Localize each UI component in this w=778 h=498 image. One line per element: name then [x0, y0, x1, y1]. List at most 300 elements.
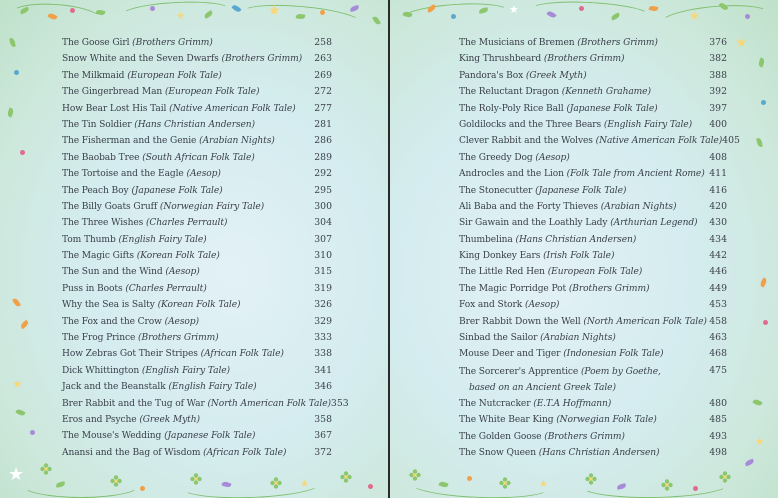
contents-entry [62, 249, 332, 265]
contents-list-right [459, 36, 740, 462]
page-number: 304 [314, 217, 332, 229]
page-number: 416 [709, 184, 727, 196]
contents-entry [62, 52, 332, 68]
entry-title [62, 200, 264, 214]
page-number: 258 [314, 37, 332, 48]
story-title: The Gingerbread Man [62, 87, 165, 98]
contents-entry [459, 200, 727, 216]
contents-entry [459, 265, 727, 281]
contents-entry [459, 347, 727, 363]
entry-title [62, 298, 240, 312]
vine-icon [20, 470, 142, 498]
vine-icon [409, 470, 552, 498]
contents-entry [62, 298, 332, 314]
story-title: The Golden Goose [459, 431, 545, 442]
story-source: (Korean Folk Tale) [136, 251, 220, 262]
story-title: The Fox and the Crow [62, 316, 165, 327]
story-source: (Aesop) [186, 169, 221, 180]
page-number: 458 [709, 315, 727, 327]
story-source: (English Fairy Tale) [141, 365, 231, 376]
page-number: 434 [709, 233, 727, 245]
story-title: Brer Rabbit and the Tug of War [62, 398, 208, 409]
entry-title [459, 184, 626, 198]
vine-icon [658, 1, 772, 37]
contents-entry [62, 36, 332, 52]
entry-title [459, 233, 636, 247]
entry-title [459, 118, 692, 132]
story-source: (Charles Perrault) [145, 218, 228, 229]
contents-entry [459, 413, 727, 429]
leaf-icon [758, 57, 766, 67]
entry-title [459, 397, 611, 411]
page-number: 442 [709, 250, 727, 262]
entry-title [62, 397, 331, 411]
entry-title [62, 134, 275, 148]
story-title: The Goose Girl [62, 38, 133, 48]
story-source: (Aesop) [164, 316, 199, 327]
page-number: 300 [314, 200, 332, 212]
contents-entry [62, 233, 332, 249]
page-number: 449 [709, 282, 727, 294]
berry-icon [320, 10, 325, 15]
entry-title [62, 85, 259, 99]
page-number: 338 [314, 348, 332, 360]
story-title: How Bear Lost His Tail [62, 103, 170, 114]
story-source: (African Folk Tale) [203, 447, 287, 458]
contents-entry [459, 167, 727, 183]
star-icon: ★ [300, 479, 309, 490]
story-title: Clever Rabbit and the Wolves [459, 136, 596, 147]
entry-title [62, 265, 200, 279]
flower-icon [40, 460, 52, 472]
story-source: (Hans Christian Andersen) [538, 447, 660, 458]
entry-title [459, 167, 705, 181]
page-number: 420 [709, 200, 727, 212]
story-title: Brer Rabbit Down the Well [459, 316, 584, 327]
contents-entry [62, 134, 332, 150]
leaf-icon [744, 459, 754, 467]
entry-title [459, 265, 642, 279]
story-title: The Peach Boy [62, 185, 132, 196]
story-title: King Thrushbeard [459, 54, 544, 65]
page-number: 286 [314, 135, 332, 147]
story-title: The Magic Gifts [62, 251, 137, 262]
berry-icon [14, 70, 19, 75]
star-icon: ★ [8, 464, 25, 485]
contents-entry [62, 200, 332, 216]
contents-entry [62, 151, 332, 167]
contents-entry [459, 430, 727, 446]
flower-icon [340, 468, 352, 480]
entry-title [62, 380, 257, 394]
story-title: The Stonecutter [459, 185, 536, 196]
story-source: (Hans Christian Andersen) [515, 234, 637, 245]
contents-entry [62, 69, 332, 85]
story-title: The Frog Prince [62, 333, 139, 344]
story-source: (Japanese Folk Tale) [131, 185, 223, 196]
entry-title [62, 102, 296, 116]
entry-title [62, 69, 222, 83]
story-source: (Native American Folk Tale) [595, 136, 723, 147]
page-number: 430 [709, 217, 727, 229]
story-title: The Sun and the Wind [62, 267, 166, 278]
contents-entry [459, 184, 727, 200]
story-source: (Norwegian Fairy Tale) [159, 201, 265, 212]
story-source: (Japanese Folk Tale) [566, 103, 658, 114]
entry-title [459, 200, 676, 214]
entry-title [62, 36, 213, 50]
berry-icon [20, 150, 25, 155]
entry-title [62, 347, 284, 361]
contents-entry [459, 102, 727, 118]
leaf-icon [649, 5, 659, 12]
contents-entry [62, 85, 332, 101]
contents-entry [62, 282, 332, 298]
story-title: Jack and the Beanstalk [62, 382, 169, 393]
star-icon: ★ [539, 479, 548, 490]
story-source: (Brothers Grimm) [544, 431, 625, 442]
entry-title [62, 249, 220, 263]
star-icon: ★ [268, 3, 281, 19]
story-source: (Aesop) [525, 300, 560, 311]
page-number: 333 [314, 332, 332, 344]
page-number: 329 [314, 315, 332, 327]
story-source: (English Fairy Tale) [118, 234, 207, 245]
page-number: 405 [722, 135, 740, 147]
story-title: Eros and Psyche [62, 414, 140, 425]
page-number: 281 [314, 118, 332, 130]
entry-title [459, 216, 698, 230]
entry-title [459, 151, 570, 165]
page-gutter [388, 0, 390, 498]
contents-entry [459, 134, 740, 150]
entry-title [62, 315, 199, 329]
page-number: 263 [314, 53, 332, 65]
story-source: (Arabian Nights) [199, 136, 275, 147]
story-title: Anansi and the Bag of Wisdom [62, 447, 204, 458]
contents-entry [62, 265, 332, 281]
contents-entry [62, 331, 332, 347]
page-number: 315 [314, 266, 332, 278]
leaf-icon [759, 277, 768, 287]
star-icon: ★ [509, 3, 519, 16]
story-title: The Sorcerer's Apprentice [459, 366, 581, 377]
story-title: The Musicians of Bremen [459, 38, 578, 48]
page-number: 289 [314, 151, 332, 163]
page-number: 400 [709, 118, 727, 130]
story-title: The Greedy Dog [459, 152, 536, 163]
leaf-icon [15, 408, 25, 417]
contents-entry [62, 397, 349, 413]
page-number: 498 [709, 446, 727, 458]
leaf-icon [19, 320, 29, 330]
story-source: (Indonesian Folk Tale) [563, 349, 664, 360]
right-page [389, 0, 778, 498]
story-title: The White Bear King [459, 415, 557, 426]
entry-title [62, 429, 255, 443]
story-source: (Greek Myth) [525, 70, 587, 81]
page-number: 272 [314, 86, 332, 98]
story-source: (Brothers Grimm) [543, 54, 625, 65]
contents-entry [459, 151, 727, 167]
page-number: 480 [709, 397, 727, 409]
contents-entry [62, 216, 332, 232]
contents-entry [459, 233, 727, 249]
page-number: 358 [314, 413, 332, 425]
page-number: 446 [709, 266, 727, 278]
story-title: Puss in Boots [62, 283, 126, 294]
contents-entry [62, 167, 332, 183]
story-title: The Reluctant Dragon [459, 87, 562, 98]
story-source: (African Folk Tale) [200, 349, 284, 360]
story-source: (Folk Tale from Ancient Rome) [566, 169, 705, 180]
contents-entry [459, 364, 727, 397]
story-source: (North American Folk Tale) [583, 316, 707, 327]
contents-entry [459, 315, 727, 331]
entry-title [459, 446, 659, 460]
entry-title [62, 184, 223, 198]
entry-title [62, 282, 207, 296]
contents-entry [459, 52, 727, 68]
leaf-icon [350, 5, 360, 12]
story-source: (Kenneth Grahame) [561, 87, 651, 98]
contents-entry [62, 446, 332, 462]
page-number: 468 [709, 348, 727, 360]
story-title: Pandora's Box [459, 70, 526, 81]
story-source: (Aesop) [165, 267, 200, 278]
leaf-icon [12, 297, 21, 307]
page-number: 346 [314, 381, 332, 393]
story-source-continued: based on an Ancient Greek Tale) [469, 383, 616, 394]
entry-title [62, 216, 227, 230]
page-number: 310 [314, 250, 332, 262]
story-title: Sinbad the Sailor [459, 333, 541, 344]
story-title: The Fisherman and the Genie [62, 136, 200, 147]
page-number: 463 [709, 332, 727, 344]
story-title: King Donkey Ears [459, 251, 544, 262]
berry-icon [30, 430, 35, 435]
story-source: (English Fairy Tale) [168, 382, 257, 393]
contents-entry [459, 298, 727, 314]
story-title: Thumbelina [459, 234, 516, 245]
entry-title [459, 331, 616, 345]
story-source: (Brothers Grimm) [577, 38, 658, 48]
contents-entry [459, 249, 727, 265]
story-source: (Arthurian Legend) [610, 218, 698, 229]
leaf-icon [756, 138, 762, 148]
entry-title [62, 52, 302, 66]
story-title: The Mouse's Wedding [62, 431, 165, 442]
page-number: 475 [709, 364, 727, 376]
entry-title [459, 364, 661, 397]
page-number: 388 [709, 69, 727, 81]
contents-list-left [62, 36, 349, 462]
story-source: (Korean Folk Tale) [157, 300, 241, 311]
entry-title [459, 52, 624, 66]
page-number: 319 [314, 282, 332, 294]
story-source: (Japanese Folk Tale) [535, 185, 627, 196]
story-source: (European Folk Tale) [127, 70, 222, 81]
star-icon: ★ [12, 377, 23, 391]
page-number: 367 [314, 430, 332, 442]
star-icon: ★ [735, 35, 748, 51]
story-title: The Tin Soldier [62, 119, 135, 130]
page-number: 269 [314, 69, 332, 81]
story-title: Why the Sea is Salty [62, 300, 158, 311]
contents-entry [459, 446, 727, 462]
story-source: (Arabian Nights) [540, 333, 616, 344]
contents-entry [62, 118, 332, 134]
story-source: (Aesop) [535, 152, 570, 163]
story-source: (Norwegian Folk Tale) [556, 415, 657, 426]
page-number: 411 [709, 168, 727, 180]
entry-title [459, 134, 722, 148]
page-number: 353 [330, 397, 349, 409]
berry-icon [579, 6, 584, 11]
contents-entry [459, 282, 727, 298]
story-title: The Snow Queen [459, 447, 539, 458]
contents-entry [62, 364, 332, 380]
story-source: (E.T.A Hoffmann) [533, 398, 612, 409]
berry-icon [451, 14, 456, 19]
entry-title [459, 69, 587, 83]
story-title: The Tortoise and the Eagle [62, 169, 187, 180]
story-title: The Magic Porridge Pot [459, 283, 569, 294]
page-number: 295 [314, 184, 332, 196]
entry-title [62, 413, 200, 427]
vine-icon [579, 469, 731, 498]
story-title: Ali Baba and the Forty Thieves [459, 201, 601, 212]
entry-title [459, 298, 559, 312]
contents-entry [459, 216, 727, 232]
page-number: 372 [314, 446, 332, 458]
star-icon: ★ [755, 435, 765, 448]
entry-title [62, 233, 207, 247]
story-source: (Irish Folk Tale) [543, 251, 615, 262]
page-number: 408 [709, 151, 727, 163]
story-source: (Brothers Grimm) [138, 333, 219, 344]
story-title: The Roly-Poly Rice Ball [459, 103, 567, 114]
contents-entry [459, 85, 727, 101]
entry-title [62, 151, 255, 165]
story-source: (Poem by Goethe, [580, 366, 661, 377]
contents-entry [62, 184, 332, 200]
page-number: 485 [709, 414, 727, 426]
contents-entry [62, 315, 332, 331]
story-source: (North American Folk Tale) [207, 398, 331, 409]
story-source: (English Fairy Tale) [603, 119, 693, 130]
berry-icon [763, 320, 768, 325]
contents-entry [62, 380, 332, 396]
entry-title [62, 118, 255, 132]
berry-icon [745, 14, 750, 19]
story-source: (Arabian Nights) [600, 201, 677, 212]
leaf-icon [752, 398, 762, 407]
page-number: 493 [709, 430, 727, 442]
leaf-icon [372, 15, 381, 25]
contents-entry [62, 429, 332, 445]
leaf-icon [7, 107, 15, 117]
page-number: 382 [709, 53, 727, 65]
story-title: The Three Wishes [62, 218, 146, 229]
page-number: 326 [314, 299, 332, 311]
entry-title [62, 364, 230, 378]
story-title: The Little Red Hen [459, 267, 548, 278]
contents-entry [62, 413, 332, 429]
entry-title [459, 249, 614, 263]
page-number: 307 [314, 233, 332, 245]
contents-entry [459, 36, 727, 52]
story-source: (European Folk Tale) [547, 267, 643, 278]
story-title: Goldilocks and the Three Bears [459, 119, 604, 130]
story-source: (Brothers Grimm) [132, 38, 213, 48]
contents-entry [459, 331, 727, 347]
story-source: (Japanese Folk Tale) [164, 431, 256, 442]
contents-entry [62, 347, 332, 363]
story-title: Mouse Deer and Tiger [459, 349, 564, 360]
entry-title [459, 315, 707, 329]
story-source: (South African Folk Tale) [142, 152, 255, 163]
story-title: The Milkmaid [62, 70, 128, 81]
story-title: The Nutcracker [459, 398, 534, 409]
story-title: Tom Thumb [62, 234, 119, 245]
page-number: 292 [314, 168, 332, 180]
star-icon: ★ [689, 9, 700, 23]
contents-entry [459, 69, 727, 85]
story-source: (Brothers Grimm) [568, 283, 650, 294]
page-number: 341 [314, 364, 332, 376]
story-source: (Greek Myth) [139, 414, 200, 425]
story-title: The Billy Goats Gruff [62, 201, 160, 212]
contents-entry [459, 118, 727, 134]
entry-title [459, 85, 651, 99]
entry-title [459, 430, 625, 444]
page-number: 392 [709, 86, 727, 98]
entry-title [459, 413, 657, 427]
story-source: (Hans Christian Andersen) [134, 119, 255, 130]
story-title: Snow White and the Seven Dwarfs [62, 54, 222, 65]
story-title: Sir Gawain and the Loathly Lady [459, 218, 611, 229]
story-title: Androcles and the Lion [459, 169, 567, 180]
entry-title [459, 347, 663, 361]
entry-title [62, 167, 221, 181]
story-source: (Charles Perrault) [125, 283, 207, 294]
story-title: Fox and Stork [459, 300, 526, 311]
story-title: Dick Whittington [62, 365, 142, 376]
berry-icon [70, 8, 75, 13]
page-number: 376 [709, 37, 727, 48]
story-source: (Brothers Grimm) [221, 54, 303, 65]
entry-title [459, 282, 649, 296]
berry-icon [761, 100, 766, 105]
contents-entry [62, 102, 332, 118]
entry-title [459, 36, 658, 50]
story-source: (European Folk Tale) [164, 87, 260, 98]
entry-title [62, 331, 219, 345]
berry-icon [368, 484, 373, 489]
contents-entry [459, 397, 727, 413]
page-number: 277 [314, 102, 332, 114]
story-title: How Zebras Got Their Stripes [62, 349, 201, 360]
entry-title [459, 102, 658, 116]
story-source: (Native American Folk Tale) [169, 103, 296, 114]
entry-title [62, 446, 286, 460]
page-number: 397 [709, 102, 727, 114]
star-icon: ★ [176, 11, 185, 22]
leaf-icon [9, 38, 15, 48]
page-number: 453 [709, 299, 727, 311]
berry-icon [150, 6, 155, 11]
